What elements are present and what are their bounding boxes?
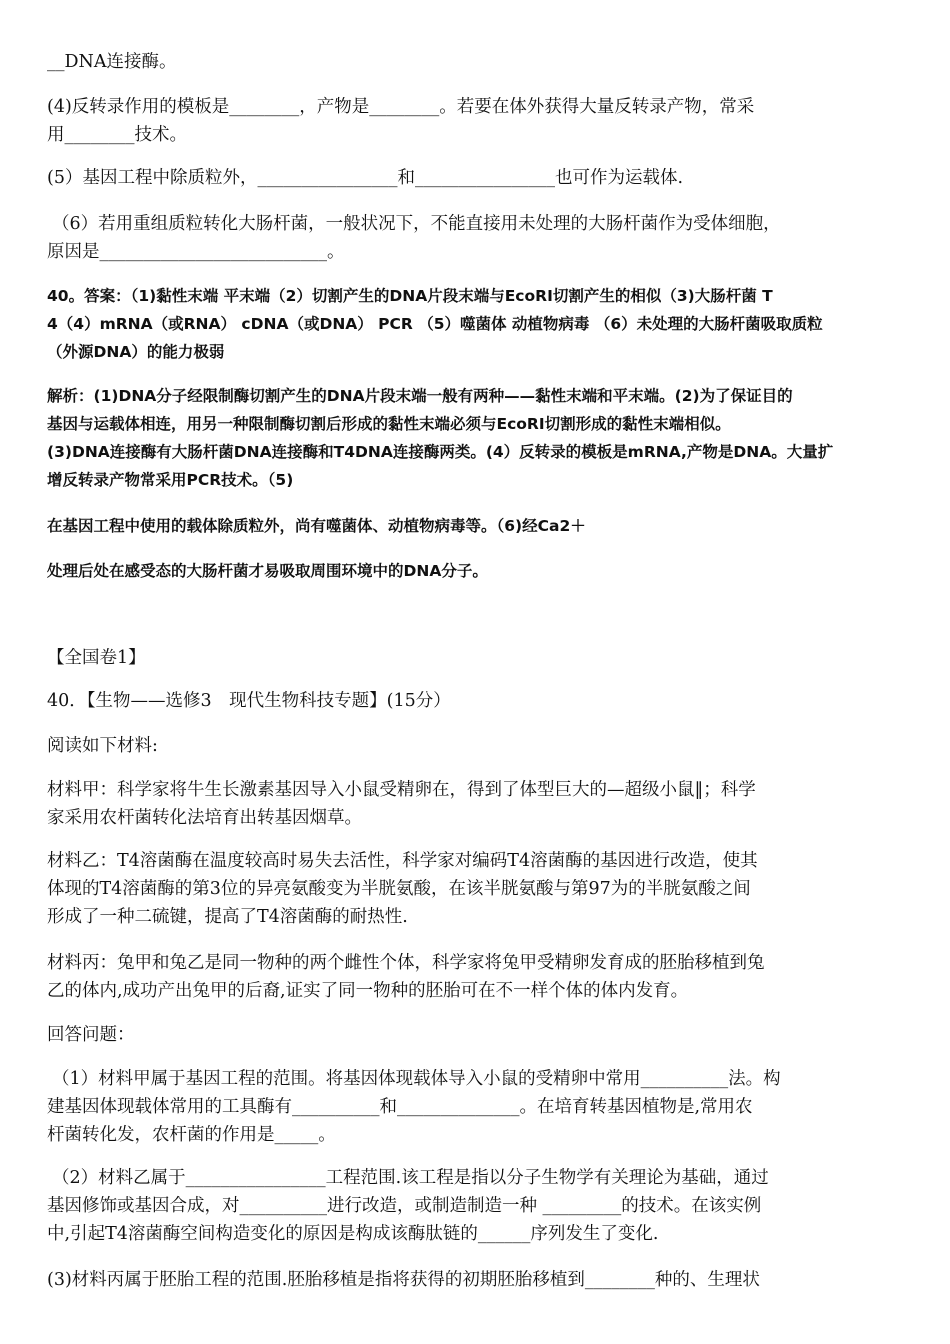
answer-line: 4（4）mRNA（或RNA） cDNA（或DNA） PCR （5）噬菌体 动植物病毒 （6）未处理的大肠杆菌吸取质粒 [47,315,823,333]
text-line: __DNA连接酶。 [47,52,177,72]
question-2-line: （2）材料乙属于________________工程范围.该工程是指以分子生物学有关理论为基础，通过 [52,1168,769,1188]
answer-line: （外源DNA）的能力极弱 [47,343,225,361]
question-5-line: (5）基因工程中除质粒外，________________和________________也可作为运载体. [47,168,684,188]
analysis-line: 增反转录产物常采用PCR技术。（5) [47,471,294,489]
material-jia-line: 材料甲：科学家将牛生长激素基因导入小鼠受精卵在，得到了体型巨大的—超级小鼠‖；科学 [47,780,756,800]
text-line: 回答问题： [47,1025,135,1045]
analysis-line: 基因与运载体相连，用另一种限制酶切割后形成的黏性末端必须与EcoRⅠ切割形成的黏性末端相似。 [47,415,731,433]
question-title: 40．【生物——选修3 现代生物科技专题】(15分） [47,691,451,711]
question-4-line: (4)反转录作用的模板是________，产物是________。若要在体外获得大量反转录产物，常采 [47,97,755,117]
question-2-line: 基因修饰或基因合成，对__________进行改造，或制造制造一种 _________的技术。在该实例 [47,1196,762,1216]
material-jia-line: 家采用农杆菌转化法培育出转基因烟草。 [47,808,362,828]
analysis-line: 处理后处在感受态的大肠杆菌才易吸取周围环境中的DNA分子。 [47,562,488,580]
material-yi-line: 形成了一种二硫键，提高了T4溶菌酶的耐热性. [47,907,408,927]
material-yi-line: 体现的T4溶菌酶的第3位的异亮氨酸变为半胱氨酸，在该半胱氨酸与第97为的半胱氨酸之间 [47,879,751,899]
text-line: 阅读如下材料: [47,736,158,756]
question-3-line: (3)材料丙属于胚胎工程的范围.胚胎移植是指将获得的初期胚胎移植到________种的、生理状 [47,1270,760,1290]
text-line: 用________技术。 [47,125,187,145]
question-2-line: 中,引起T4溶菌酶空间构造变化的原因是构成该酶肽链的______序列发生了变化. [47,1224,659,1244]
answer-line: 40。答案：（1)黏性末端 平末端（2）切割产生的DNA片段末端与EcoRⅠ切割产生的相似（3)大肠杆菌 T [47,287,773,305]
question-6-line: （6）若用重组质粒转化大肠杆菌，一般状况下，不能直接用未处理的大肠杆菌作为受体细胞， [52,214,781,234]
text-line: 原因是__________________________。 [47,242,345,262]
material-bing-line: 乙的体内,成功产出兔甲的后裔,证实了同一物种的胚胎可在不一样个体的体内发育。 [47,981,689,1001]
question-1-line: 杆菌转化发，农杆菌的作用是_____。 [47,1125,336,1145]
question-1-line: （1）材料甲属于基因工程的范围。将基因体现载体导入小鼠的受精卵中常用__________法。构 [52,1069,781,1089]
section-heading: 【全国卷1】 [47,648,146,668]
analysis-line: (3)DNA连接酶有大肠杆菌DNA连接酶和T4DNA连接酶两类。(4）反转录的模板是mRNA,产物是DNA。大量扩 [47,443,834,461]
material-bing-line: 材料丙：兔甲和兔乙是同一物种的两个雌性个体，科学家将兔甲受精卵发育成的胚胎移植到兔 [47,953,765,973]
analysis-line: 解析：(1)DNA分子经限制酶切割产生的DNA片段末端一般有两种——黏性末端和平末端。(2)为了保证目的 [47,387,793,405]
material-yi-line: 材料乙：T4溶菌酶在温度较高时易失去活性，科学家对编码T4溶菌酶的基因进行改造，使其 [47,851,758,871]
question-1-line: 建基因体现载体常用的工具酶有__________和______________。在培育转基因植物是,常用农 [47,1097,753,1117]
analysis-line: 在基因工程中使用的载体除质粒外，尚有噬菌体、动植物病毒等。（6)经Ca2＋ [47,517,586,535]
